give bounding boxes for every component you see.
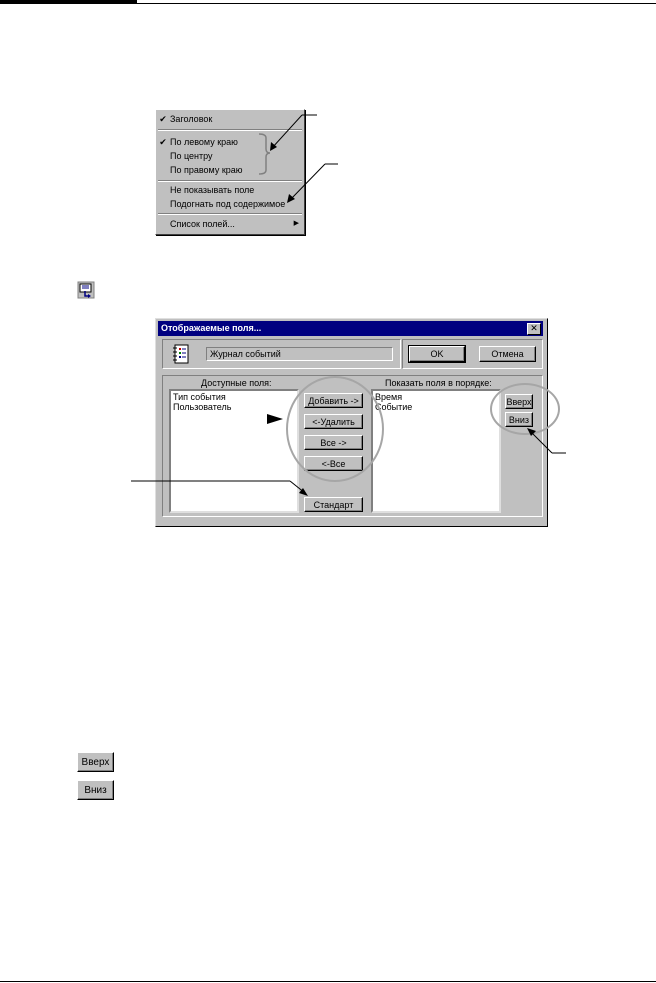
add-button[interactable]: Добавить -> — [304, 393, 363, 408]
menu-item-label: По левому краю — [170, 137, 238, 147]
menu-item-label: По центру — [170, 151, 213, 161]
cancel-button[interactable]: Отмена — [479, 346, 536, 362]
add-all-button[interactable]: Все -> — [304, 435, 363, 450]
callout-line — [530, 431, 552, 453]
list-item[interactable]: Пользователь — [173, 402, 232, 412]
check-icon: ✔ — [159, 137, 167, 147]
submenu-arrow-icon: ▶ — [293, 220, 299, 227]
move-up-button[interactable]: Вверх — [505, 394, 533, 409]
shown-fields-label: Показать поля в порядке: — [385, 378, 492, 388]
check-icon: ✔ — [159, 114, 167, 124]
source-name: Журнал событий — [210, 349, 281, 359]
available-fields-label: Доступные поля: — [201, 378, 272, 388]
move-down-button[interactable]: Вниз — [505, 412, 533, 427]
menu-item-label: По правому краю — [170, 165, 243, 175]
menu-item-label: Список полей... — [170, 219, 235, 229]
example-down-button[interactable]: Вниз — [77, 780, 114, 800]
standard-button[interactable]: Стандарт — [304, 497, 363, 512]
list-item[interactable]: Тип события — [173, 392, 226, 402]
pointer-arrowhead — [267, 414, 283, 424]
dialog-title: Отображаемые поля... — [161, 323, 262, 333]
callout-arrowhead — [527, 428, 536, 436]
example-up-button[interactable]: Вверх — [77, 752, 114, 772]
menu-item-label: Не показывать поле — [170, 185, 255, 195]
remove-button[interactable]: <-Удалить — [304, 414, 363, 429]
ok-button[interactable]: OK — [409, 346, 465, 362]
close-button[interactable]: ✕ — [527, 323, 541, 335]
list-item[interactable]: Время — [375, 392, 403, 402]
menu-item-label: Заголовок — [170, 114, 213, 124]
list-item[interactable]: Событие — [375, 402, 413, 412]
remove-all-button[interactable]: <-Все — [304, 456, 363, 471]
menu-item-label: Подогнать под содержимое — [170, 199, 286, 209]
